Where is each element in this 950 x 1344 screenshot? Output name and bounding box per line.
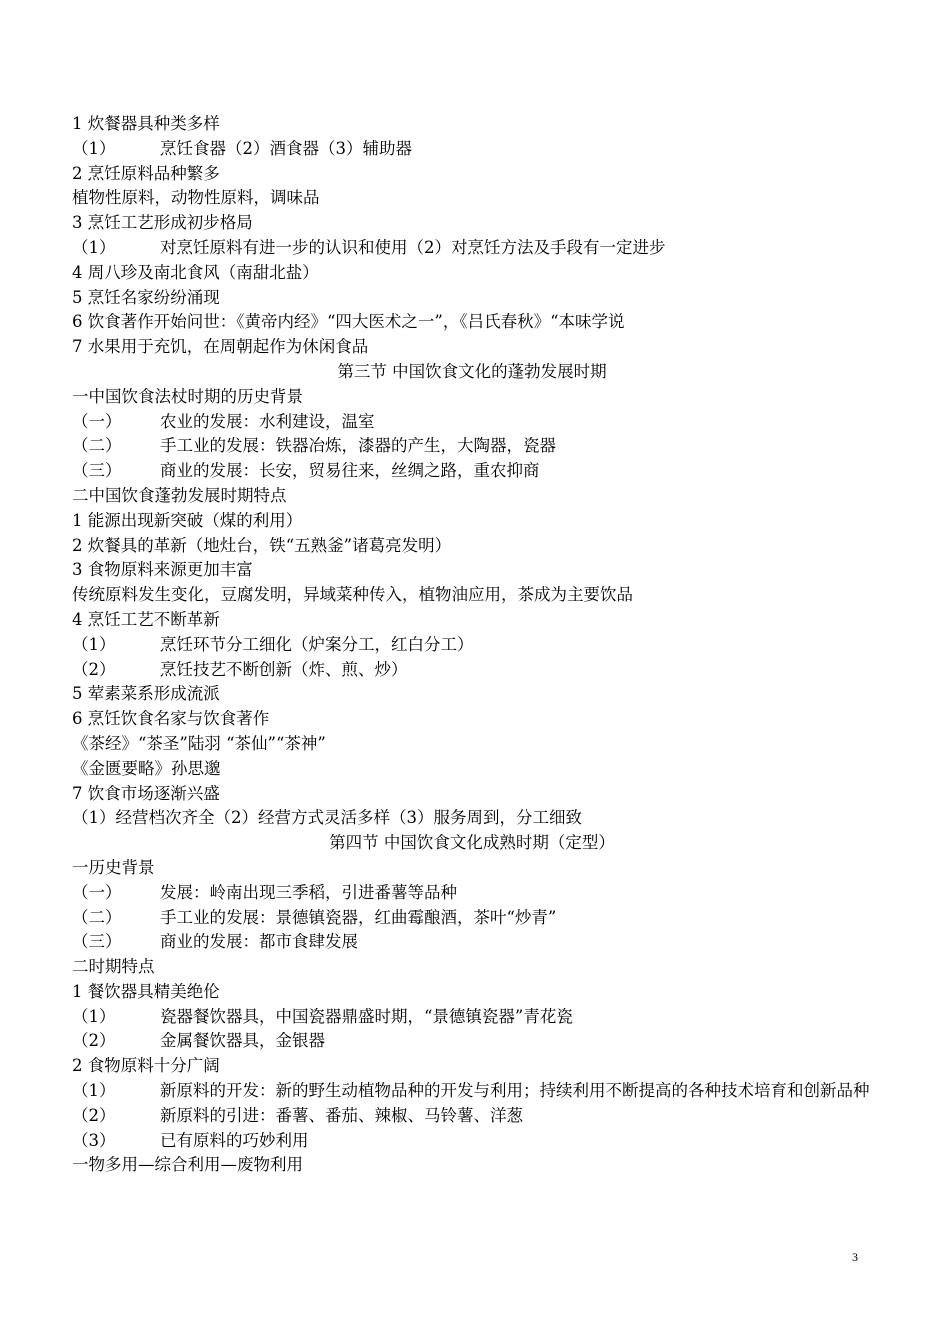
section-heading: 第三节 中国饮食文化的蓬勃发展时期 (337, 361, 607, 381)
item-number: （3） (72, 1130, 116, 1150)
numbered-item (72, 410, 872, 435)
text-line: 3 食物原料来源更加丰富 (72, 560, 253, 580)
text-line: 一物多用—综合利用—废物利用 (72, 1155, 303, 1175)
item-text: 瓷器餐饮器具，中国瓷器鼎盛时期，“景德镇瓷器”青花瓷 (160, 1006, 573, 1026)
text-line: 6 烹饪饮食名家与饮食著作 (72, 709, 270, 729)
text-line: 《茶经》“茶圣”陆羽 “茶仙”“茶神” (72, 733, 326, 753)
numbered-item (72, 1104, 872, 1129)
item-number: （1） (72, 138, 116, 158)
item-text: 手工业的发展：景德镇瓷器，红曲霉酿酒，茶叶“炒青” (160, 907, 557, 927)
text-line: 4 周八珍及南北食风（南甜北盐） (72, 262, 319, 282)
section-heading: 第四节 中国饮食文化成熟时期（定型） (329, 833, 615, 853)
item-number: （1） (72, 237, 116, 257)
item-text: 金属餐饮器具，金银器 (160, 1031, 325, 1051)
text-line: 7 饮食市场逐渐兴盛 (72, 783, 220, 803)
numbered-item (72, 459, 872, 484)
text-line: 5 烹饪名家纷纷涌现 (72, 287, 220, 307)
text-line: 植物性原料，动物性原料，调味品 (72, 188, 320, 208)
text-line: 1 能源出现新突破（煤的利用） (72, 510, 303, 530)
item-number: （2） (72, 1105, 116, 1125)
item-text: 已有原料的巧妙利用 (160, 1130, 309, 1150)
text-line: 7 水果用于充饥，在周朝起作为休闲食品 (72, 337, 369, 357)
item-number: （2） (72, 1031, 116, 1051)
page-number: 3 (852, 1250, 858, 1264)
item-number: （2） (72, 659, 116, 679)
item-text: 发展：岭南出现三季稻，引进番薯等品种 (160, 882, 457, 902)
numbered-item (72, 1029, 872, 1054)
item-number: （一） (72, 882, 122, 902)
numbered-item (72, 881, 872, 906)
item-text: 商业的发展：都市食肆发展 (160, 932, 358, 952)
item-number: （1） (72, 1006, 116, 1026)
text-line: 3 烹饪工艺形成初步格局 (72, 213, 253, 233)
item-text: 手工业的发展：铁器冶炼，漆器的产生，大陶器，瓷器 (160, 436, 556, 456)
text-line: 4 烹饪工艺不断革新 (72, 609, 220, 629)
numbered-item (72, 137, 872, 162)
text-line: 《金匮要略》孙思邈 (72, 758, 221, 778)
text-line: 传统原料发生变化，豆腐发明，异域菜种传入，植物油应用，茶成为主要饮品 (72, 585, 633, 605)
item-text: 农业的发展：水利建设，温室 (160, 411, 375, 431)
item-text: 烹饪技艺不断创新（炸、煎、炒） (160, 659, 408, 679)
text-line: 6 饮食著作开始问世：《黄帝内经》“四大医术之一”，《吕氏春秋》“本味学说 (72, 312, 625, 332)
item-number: （1） (72, 634, 116, 654)
text-line: （1）经营档次齐全（2）经营方式灵活多样（3）服务周到，分工细致 (72, 808, 582, 828)
text-line: 1 餐饮器具精美绝伦 (72, 981, 220, 1001)
text-line: 二时期特点 (72, 957, 155, 977)
numbered-item (72, 1005, 872, 1030)
item-number: （三） (72, 461, 122, 481)
item-number: （二） (72, 436, 122, 456)
text-line: 2 烹饪原料品种繁多 (72, 163, 220, 183)
item-number: （三） (72, 932, 122, 952)
numbered-item (72, 434, 872, 459)
text-line: 5 荤素菜系形成流派 (72, 684, 220, 704)
item-number: （二） (72, 907, 122, 927)
text-line: 一中国饮食法杖时期的历史背景 (72, 386, 303, 406)
numbered-item (72, 658, 872, 683)
item-text: 对烹饪原料有进一步的认识和使用（2）对烹饪方法及手段有一定进步 (160, 237, 666, 257)
item-text: 商业的发展：长安，贸易往来，丝绸之路，重农抑商 (160, 461, 540, 481)
item-text: 新原料的开发：新的野生动植物品种的开发与利用；持续利用不断提高的各种技术培育和创新品种 (160, 1081, 870, 1101)
text-line: 二中国饮食蓬勃发展时期特点 (72, 485, 287, 505)
item-number: （1） (72, 1081, 116, 1101)
item-text: 新原料的引进：番薯、番茄、辣椒、马铃薯、洋葱 (160, 1105, 523, 1125)
text-line: 一历史背景 (72, 857, 155, 877)
item-text: 烹饪环节分工细化（炉案分工，红白分工） (160, 634, 474, 654)
text-line: 2 食物原料十分广阔 (72, 1056, 220, 1076)
text-line: 1 炊餐器具种类多样 (72, 114, 220, 133)
numbered-item (72, 633, 872, 658)
numbered-item (72, 906, 872, 931)
text-line: 2 炊餐具的革新（地灶台，铁“五熟釜”诸葛亮发明） (72, 535, 452, 555)
item-text: 烹饪食器（2）酒食器（3）辅助器 (160, 138, 412, 158)
numbered-item (72, 236, 872, 261)
numbered-item (72, 1129, 872, 1154)
item-number: （一） (72, 411, 122, 431)
numbered-item (72, 930, 872, 955)
numbered-item (72, 1079, 872, 1104)
document-body (72, 112, 872, 1178)
